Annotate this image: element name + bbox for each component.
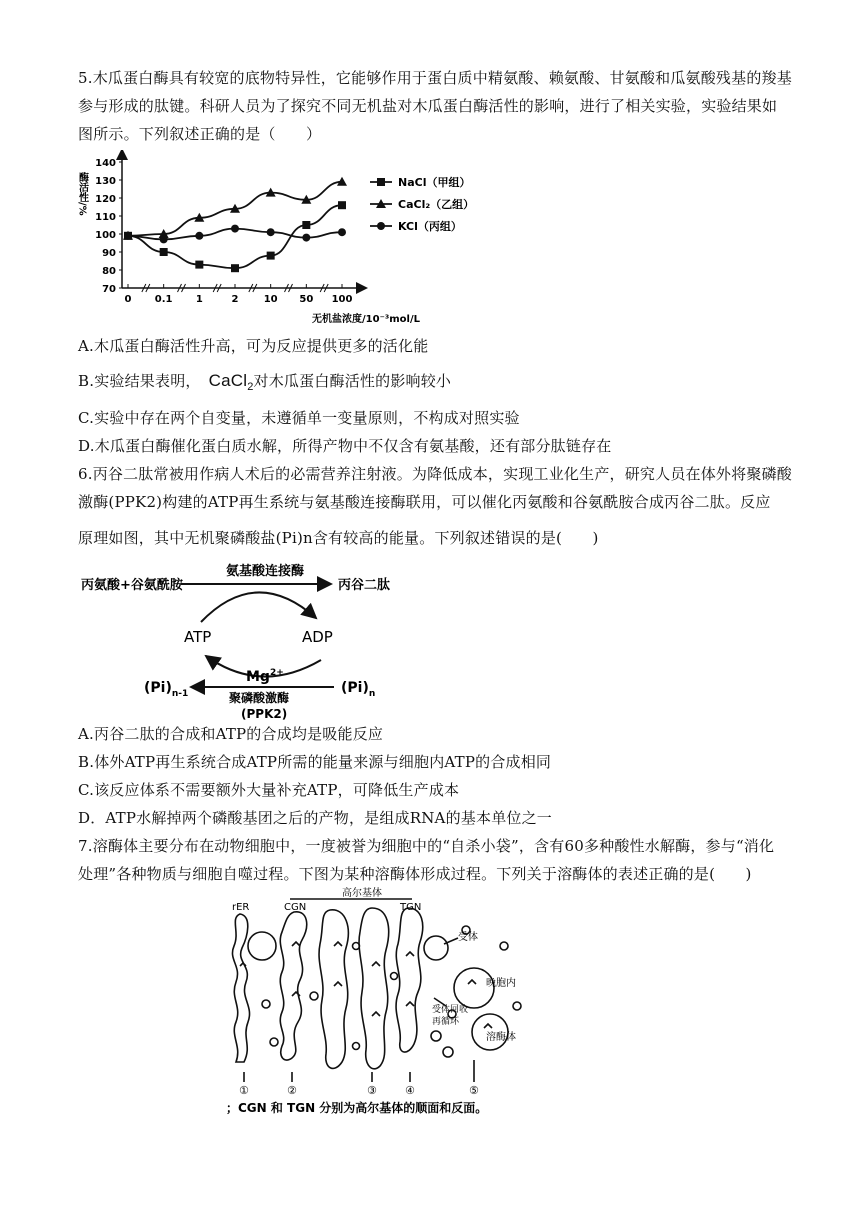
ppk2-enzyme-label: 聚磷酸激酶	[229, 691, 290, 705]
y-tick-label: 90	[102, 248, 116, 259]
data-point-2	[160, 235, 168, 243]
y-axis-label: 酶活性/%	[76, 172, 88, 216]
data-point-0	[267, 252, 275, 260]
y-tick-label: 130	[95, 176, 116, 187]
q7-stem-line2: 处理”各种物质与细胞自噬过程。下图为某种溶酶体形成过程。下列关于溶酶体的表述正确的是( )	[78, 865, 752, 883]
substrates-label: 丙氨酸+谷氨酰胺	[81, 578, 183, 593]
q5-option-a: A.木瓜蛋白酶活性升高，可为反应提供更多的活化能	[78, 337, 429, 355]
tgn-cisterna	[396, 908, 423, 1052]
step-3-number: ③	[367, 1084, 377, 1097]
golgi-medial-cisterna-1	[319, 910, 348, 1069]
enzyme-activity-chart	[70, 150, 510, 328]
data-point-2	[124, 232, 132, 240]
x-tick-label: 0	[124, 294, 132, 305]
cgn-label: CGN	[284, 902, 307, 913]
golgi-label: 高尔基体	[342, 888, 382, 899]
pi-n-label: $(Pi)_n$	[341, 680, 376, 699]
cgn-cisterna	[280, 912, 306, 1060]
atp-label: ATP	[184, 628, 212, 646]
q6-option-d: D．ATP水解掉两个磷酸基团之后的产物，是组成RNA的基本单位之一	[78, 809, 552, 827]
rough-er-cisterna	[232, 914, 249, 1062]
q7-stem-line1: 7.溶酶体主要分布在动物细胞中，一度被誉为细胞中的“自杀小袋”，含有60多种酸性水解酶，参与“消化	[78, 837, 775, 855]
legend-label-0: NaCl（甲组）	[398, 176, 471, 189]
x-tick-label: 100	[331, 294, 353, 305]
q6-stem-line2: 激酶(PPK2)构建的ATP再生系统与氨基酸连接酶联用，可以催化丙氨酸和谷氨酰胺合成丙谷二肽。反应	[78, 493, 771, 511]
data-point-0	[231, 264, 239, 272]
data-point-0	[302, 221, 310, 229]
cacl2-formula: CaCl	[208, 371, 248, 390]
data-point-2	[267, 228, 275, 236]
data-point-2	[195, 232, 203, 240]
q5-stem-line1: 5.木瓜蛋白酶具有较宽的底物特异性，它能够作用于蛋白质中精氨酸、赖氨酸、甘氨酸和瓜氨酸残基的羧基	[78, 69, 792, 87]
atp-to-adp-arc	[201, 592, 316, 622]
legend-label-2: KCl（丙组）	[398, 220, 462, 233]
ppk2-abbr-label: (PPK2)	[241, 707, 288, 721]
legend-marker-2	[377, 222, 385, 230]
amino-acid-ligase-label: 氨基酸连接酶	[226, 564, 305, 579]
transport-vesicle	[248, 932, 276, 960]
y-tick-label: 120	[95, 194, 116, 205]
legend-marker-0	[377, 178, 385, 186]
y-tick-label: 100	[95, 230, 116, 241]
q5-option-b-suffix: 对木瓜蛋白酶活性的影响较小	[253, 372, 452, 390]
q6-option-b: B.体外ATP再生系统合成ATP所需的能量来源与细胞内ATP的合成相同	[78, 753, 552, 771]
q6-option-c: C.该反应体系不需要额外大量补充ATP，可降低生产成本	[78, 781, 460, 799]
step-2-number: ②	[287, 1084, 297, 1097]
step-5-number: ⑤	[469, 1084, 479, 1097]
q6-stem-line1: 6.丙谷二肽常被用作病人术后的必需营养注射液。为降低成本，实现工业化生产，研究人员在体外将聚磷酸	[78, 465, 792, 483]
late-endosome-label: 晚胞内	[486, 978, 516, 989]
pi-n-minus-1-label: $(Pi)_{n-1}$	[144, 680, 189, 699]
q5-option-d: D.木瓜蛋白酶催化蛋白质水解，所得产物中不仅含有氨基酸，还有部分肽链存在	[78, 437, 612, 455]
x-axis-label: 无机盐浓度/10⁻³mol/L	[312, 314, 420, 325]
lysosome-label: 溶酶体	[486, 1032, 516, 1043]
q5-option-c: C.实验中存在两个自变量，未遵循单一变量原则，不构成对照实验	[78, 409, 520, 427]
golgi-medial-cisterna-2	[359, 908, 389, 1069]
legend-label-1: CaCl₂（乙组）	[398, 198, 475, 211]
q5-option-b	[78, 370, 451, 398]
cacl2-subscript: 2	[247, 381, 254, 393]
product-label: 丙谷二肽	[338, 578, 391, 593]
data-point-0	[160, 248, 168, 256]
step-1-number: ①	[239, 1084, 249, 1097]
y-tick-label: 80	[102, 266, 116, 277]
lysosome-formation-figure	[222, 886, 532, 1116]
adp-label: ADP	[302, 628, 333, 646]
atp-regeneration-diagram	[76, 560, 396, 725]
q5-option-b-prefix: B.实验结果表明，	[78, 372, 201, 390]
x-tick-label: 10	[263, 294, 278, 305]
figure-caption: ；CGN 和 TGN 分别为高尔基体的顺面和反面。	[226, 1101, 488, 1115]
y-tick-label: 110	[95, 212, 116, 223]
x-tick-label: 50	[299, 294, 314, 305]
tgn-label: TGN	[400, 902, 422, 913]
clathrin-vesicle	[424, 936, 448, 960]
y-tick-label: 70	[102, 284, 116, 295]
x-tick-label: 1	[195, 294, 203, 305]
data-point-2	[231, 225, 239, 233]
data-point-0	[195, 261, 203, 269]
receptor-recycling-label-2: 再循环	[432, 1017, 460, 1027]
data-point-2	[302, 234, 310, 242]
q6-stem-line3: 原理如图，其中无机聚磷酸盐(Pi)n含有较高的能量。下列叙述错误的是( )	[78, 529, 599, 547]
q5-stem-line2: 参与形成的肽键。科研人员为了探究不同无机盐对木瓜蛋白酶活性的影响，进行了相关实验，实验结果如	[78, 97, 778, 115]
data-point-2	[338, 228, 346, 236]
rer-label: rER	[232, 902, 250, 913]
step-4-number: ④	[405, 1084, 415, 1097]
receptor-recycling-label-1: 受体回收	[432, 1005, 469, 1015]
y-tick-label: 140	[95, 158, 116, 169]
mg-ion-label: $Mg^{2+}$	[246, 668, 284, 685]
receptor-label: 受体	[458, 932, 478, 943]
q6-option-a: A.丙谷二肽的合成和ATP的合成均是吸能反应	[78, 725, 384, 743]
q5-stem-line3: 图所示。下列叙述正确的是（ ）	[78, 125, 322, 143]
x-tick-label: 2	[231, 294, 239, 305]
data-point-0	[338, 201, 346, 209]
x-tick-label: 0.1	[154, 294, 173, 305]
